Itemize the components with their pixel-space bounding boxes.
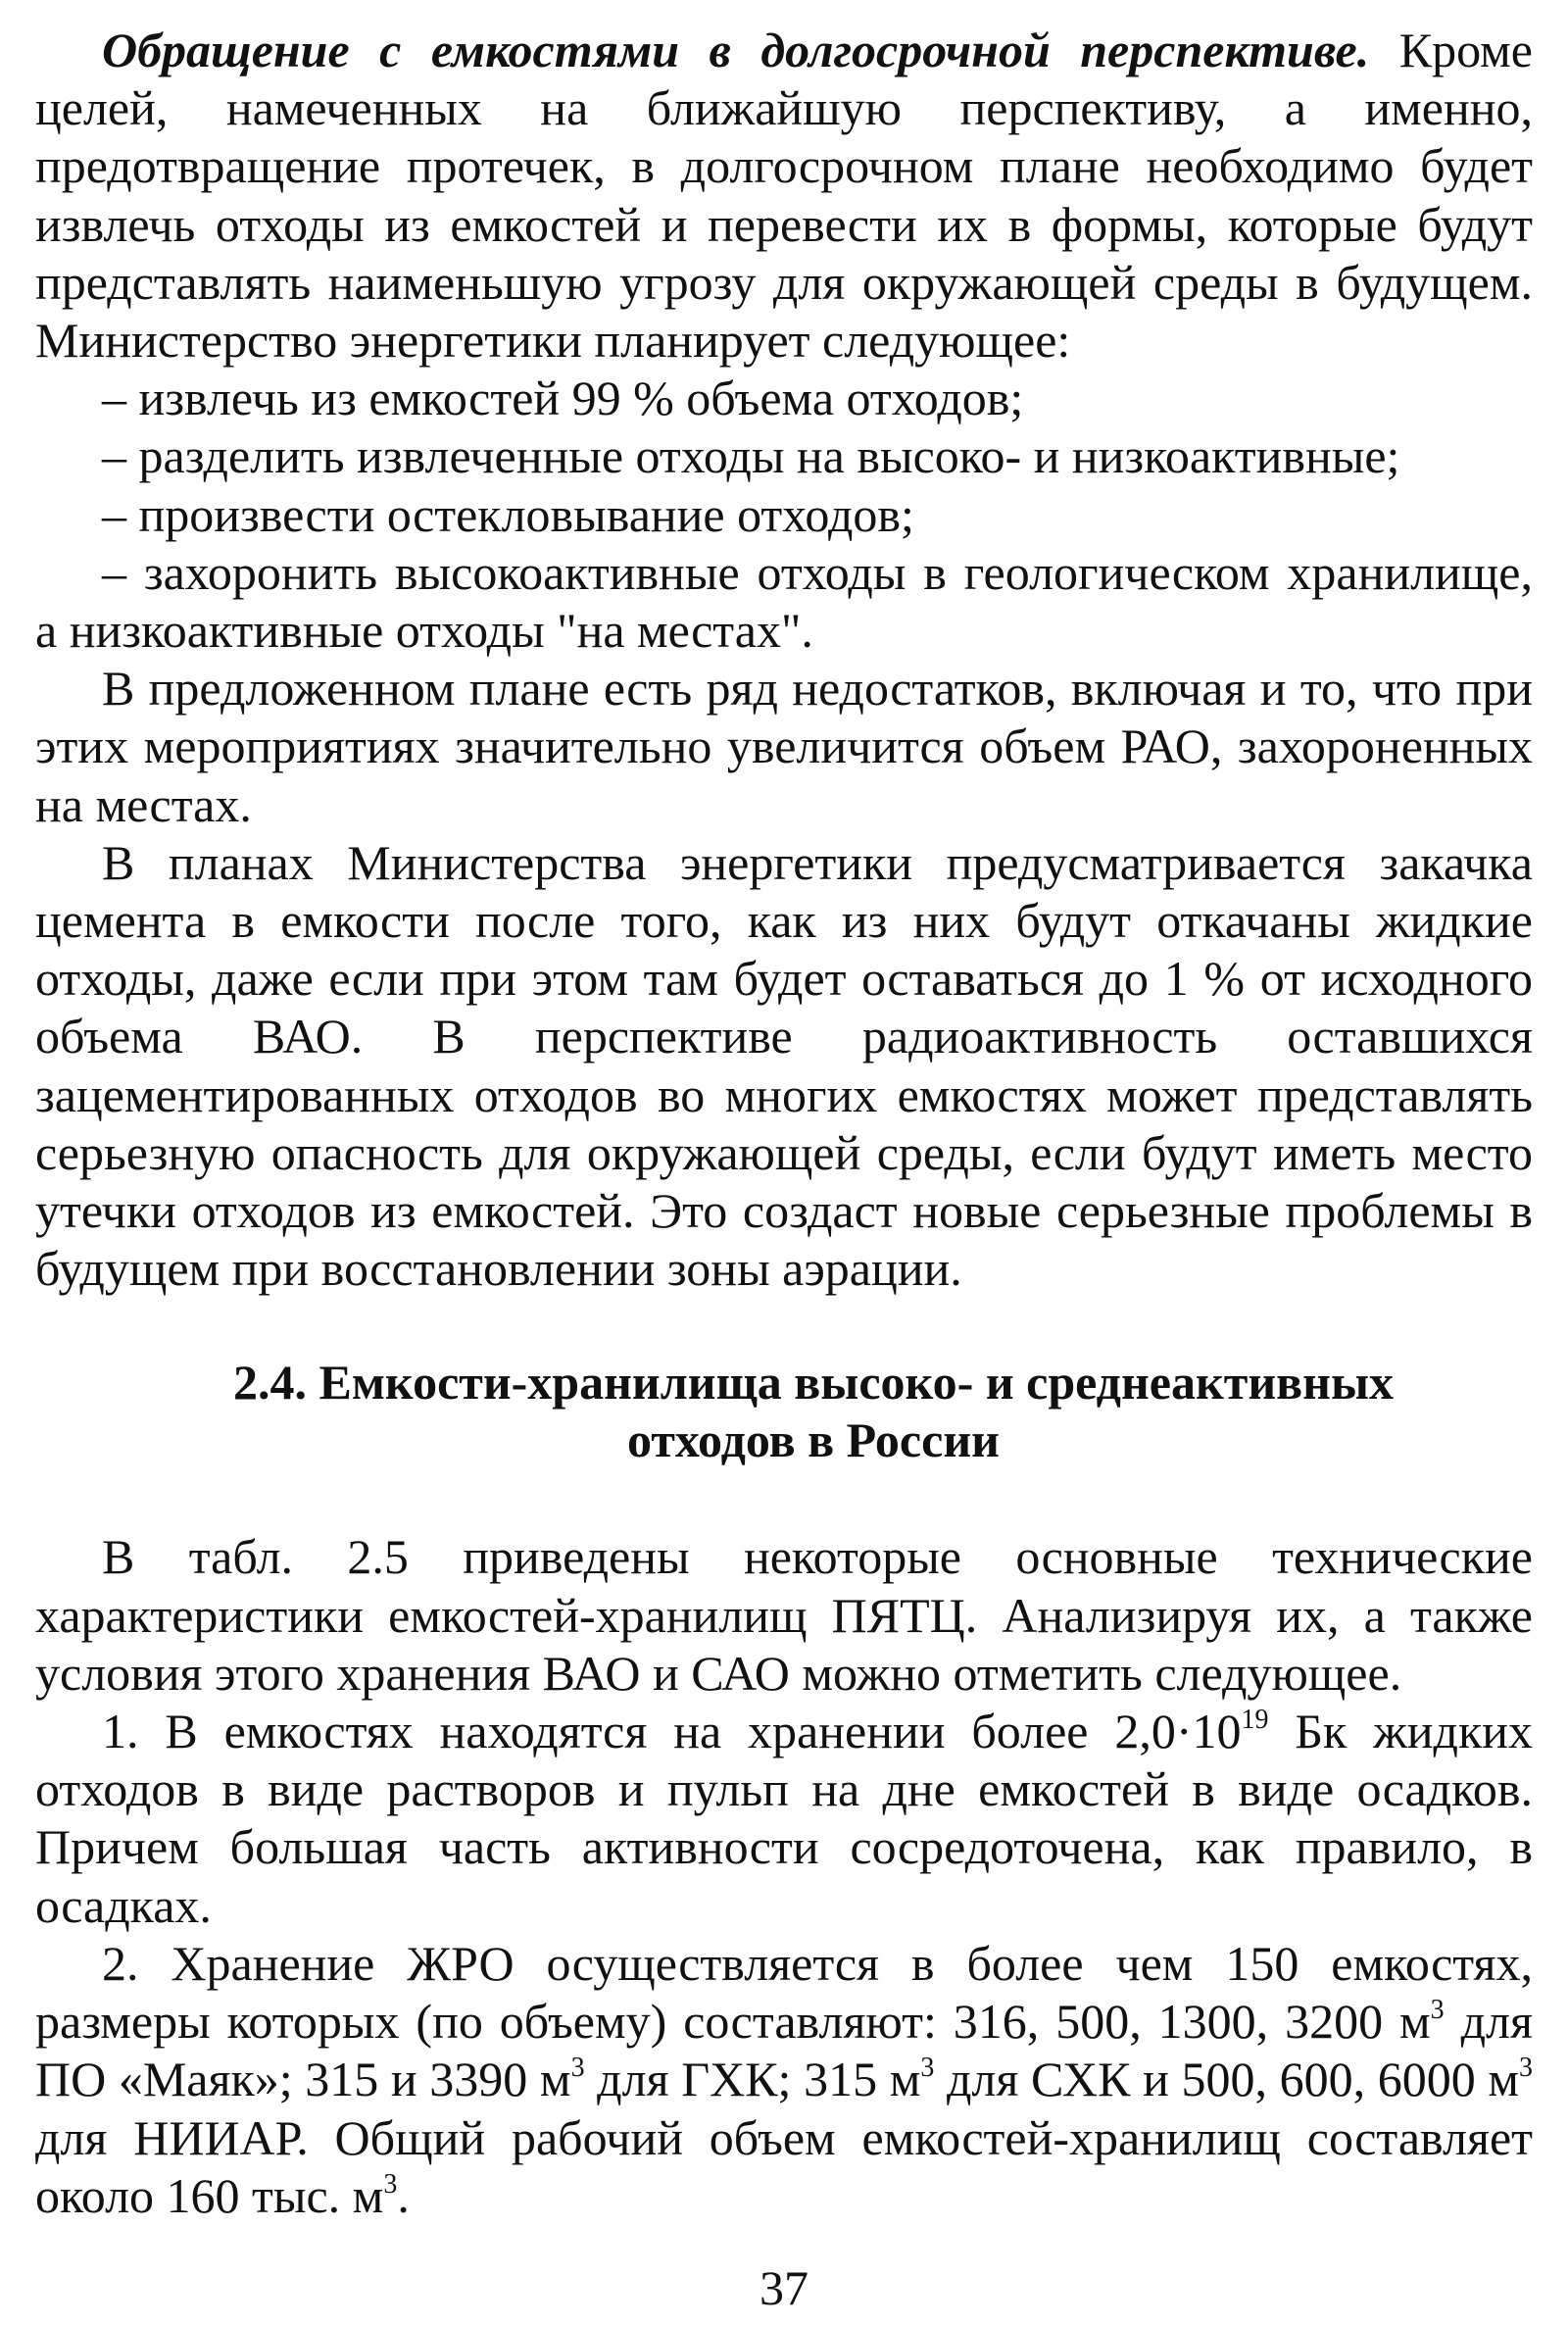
point-2-exp-4: 3 [1519,2053,1533,2084]
page-number: 37 [760,2260,808,2315]
point-2-part-1: 2. Хранение ЖРО осуществляется в более чем 150 емкостях, размеры которых (по объему) составляют: 316, 500, 1300, 3200 м [35,1935,1533,2050]
table-reference-paragraph: В табл. 2.5 приведены некоторые основные технические характеристики емкостей-хранилищ ПЯТЦ. Анализируя их, а также условия этого хранения ВАО и САО можно отметить следующее. [35,1529,1533,1701]
point-2-part-4: для СХК и 500, 600, 6000 м [934,2052,1519,2107]
section-heading [35,1354,1533,1469]
point-1-after: Бк жидких отходов в виде растворов и пульп на дне емкостей в виде осадков. Причем большая часть активности сосредоточена, как правило, в осадках. [35,1704,1534,1933]
flaws-paragraph: В предложенном плане есть ряд недостатков, включая и то, что при этих мероприятиях значительно увеличится объем РАО, захороненных на местах. [35,661,1533,832]
intro-title: Обращение с емкостями в долгосрочной перспективе. [102,23,1370,77]
plan-item-4: – захоронить высокоактивные отходы в геологическом хранилище, а низкоактивные отходы "на местах". [35,544,1533,659]
cement-paragraph: В планах Министерства энергетики предусматривается закачка цемента в емкости после того, как из них будут откачаны жидкие отходы, даже если при этом там будет оставаться до 1 % от исходного объема ВАО. В перспективе радиоактивность оставшихся зацементированных отходов во многих емкостях может представлять серьезную опасность для окружающей среды, если будут иметь место утечки отходов из емкостей. Это создаст новые серьезные проблемы в будущем при восстановлении зоны аэрации. [35,834,1533,1297]
plan-item-2: – разделить извлеченные отходы на высоко- и низкоактивные; [102,428,1400,484]
point-2-exp-2: 3 [570,2053,585,2084]
plan-item-3: – произвести остекловывание отходов; [102,486,914,542]
plan-item-1: – извлечь из емкостей 99 % объема отходов; [102,371,1024,426]
point-1-paragraph [35,1703,1533,1935]
section-heading-line-1: 2.4. Емкости-хранилища высоко- и среднеактивных [233,1355,1394,1410]
point-1-before: 1. В емкостях находятся на хранении более 2,0·10 [102,1704,1242,1759]
point-2-exp-3: 3 [920,2053,935,2084]
point-2-exp-5: 3 [383,2168,398,2200]
point-2-paragraph [35,1935,1533,2225]
point-2-part-6: . [397,2167,410,2223]
point-2-exp-1: 3 [1430,1995,1445,2026]
section-heading-line-2: отходов в России [627,1412,1000,1468]
point-1-exponent: 19 [1241,1705,1269,1736]
intro-text: Кроме целей, намеченных на ближайшую перспективу, а именно, предотвращение протечек, в долгосрочном плане необходимо будет извлечь отходы из емкостей и перевести их в формы, которые будут представлять наименьшую угрозу для окружающей среды в будущем. Министерство энергетики планирует следующее: [35,23,1533,369]
point-2-part-3: для ГХК; 315 м [584,2052,921,2107]
point-2-part-2: для ПО «Маяк»; 315 и 3390 м [35,1994,1533,2107]
intro-paragraph [35,22,1533,370]
point-2-part-5: для НИИАР. Общий рабочий объем емкостей-хранилищ составляет около 160 тыс. м [35,2109,1533,2223]
